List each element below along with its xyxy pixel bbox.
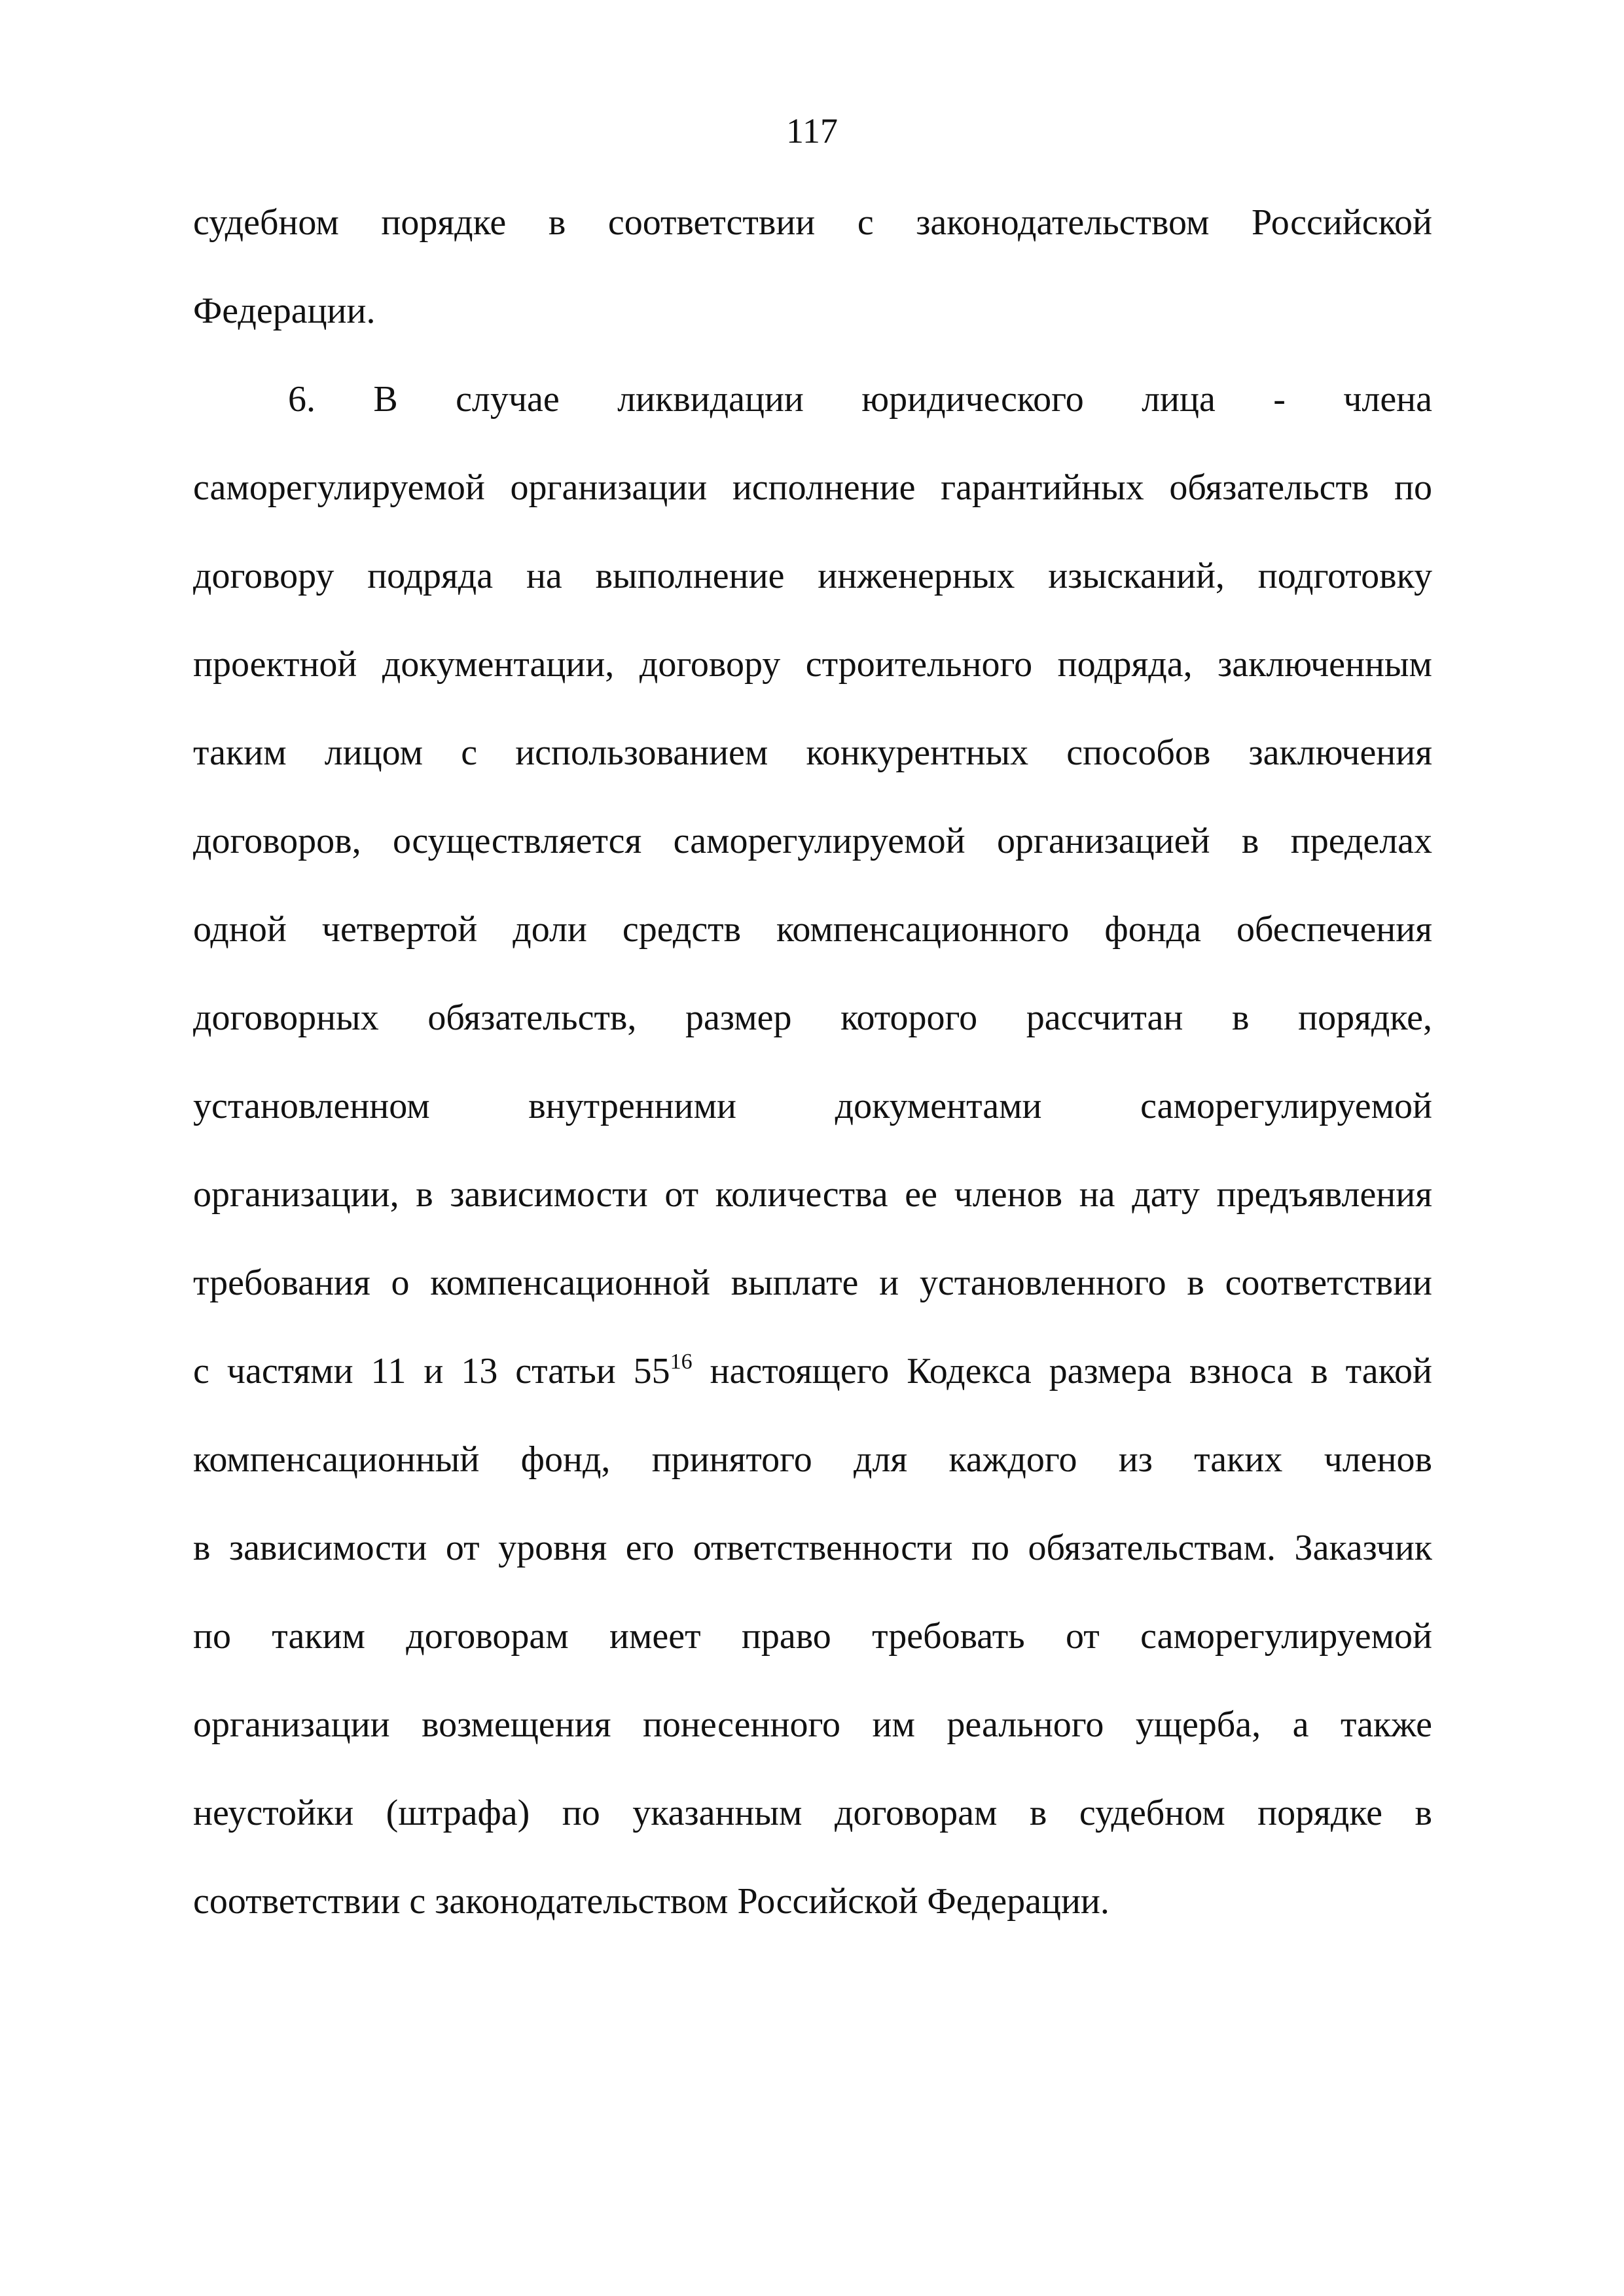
text-line: Федерации. xyxy=(193,291,376,331)
text-line: компенсационный фонд, принятого для каждого из таких членов xyxy=(193,1439,1432,1480)
text-line: в зависимости от уровня его ответственности по обязательствам. Заказчик xyxy=(193,1528,1432,1568)
text-line: договору подряда на выполнение инженерных изысканий, подготовку xyxy=(193,556,1432,596)
text-line: проектной документации, договору строительного подряда, заключенным xyxy=(193,644,1432,685)
text-line: организации возмещения понесенного им реального ущерба, а также xyxy=(193,1704,1432,1745)
page-number: 117 xyxy=(786,111,838,151)
text-line: соответствии с законодательством Российской Федерации. xyxy=(193,1881,1110,1922)
text-line: требования о компенсационной выплате и установленного в соответствии xyxy=(193,1263,1432,1303)
text-line: судебном порядке в соответствии с законодательством Российской xyxy=(193,202,1432,243)
text-line: по таким договорам имеет право требовать от саморегулируемой xyxy=(193,1616,1432,1657)
text-line: таким лицом с использованием конкурентных способов заключения xyxy=(193,732,1432,773)
text-fragment: с частями 11 и 13 статьи 55 xyxy=(193,1351,670,1391)
text-line: договоров, осуществляется саморегулируемой организацией в пределах xyxy=(193,821,1432,861)
text-line: 6. В случае ликвидации юридического лица - члена xyxy=(288,379,1432,420)
superscript: 16 xyxy=(670,1350,693,1374)
text-fragment: настоящего Кодекса размера взноса в такой xyxy=(692,1351,1432,1391)
text-line: одной четвертой доли средств компенсационного фонда обеспечения xyxy=(193,909,1432,950)
text-line: неустойки (штрафа) по указанным договорам в судебном порядке в xyxy=(193,1793,1432,1833)
text-line: договорных обязательств, размер которого рассчитан в порядке, xyxy=(193,997,1432,1038)
text-line xyxy=(193,1345,1432,1397)
text-line: установленном внутренними документами саморегулируемой xyxy=(193,1086,1432,1126)
text-line: саморегулируемой организации исполнение гарантийных обязательств по xyxy=(193,467,1432,508)
text-line: организации, в зависимости от количества ее членов на дату предъявления xyxy=(193,1174,1432,1215)
